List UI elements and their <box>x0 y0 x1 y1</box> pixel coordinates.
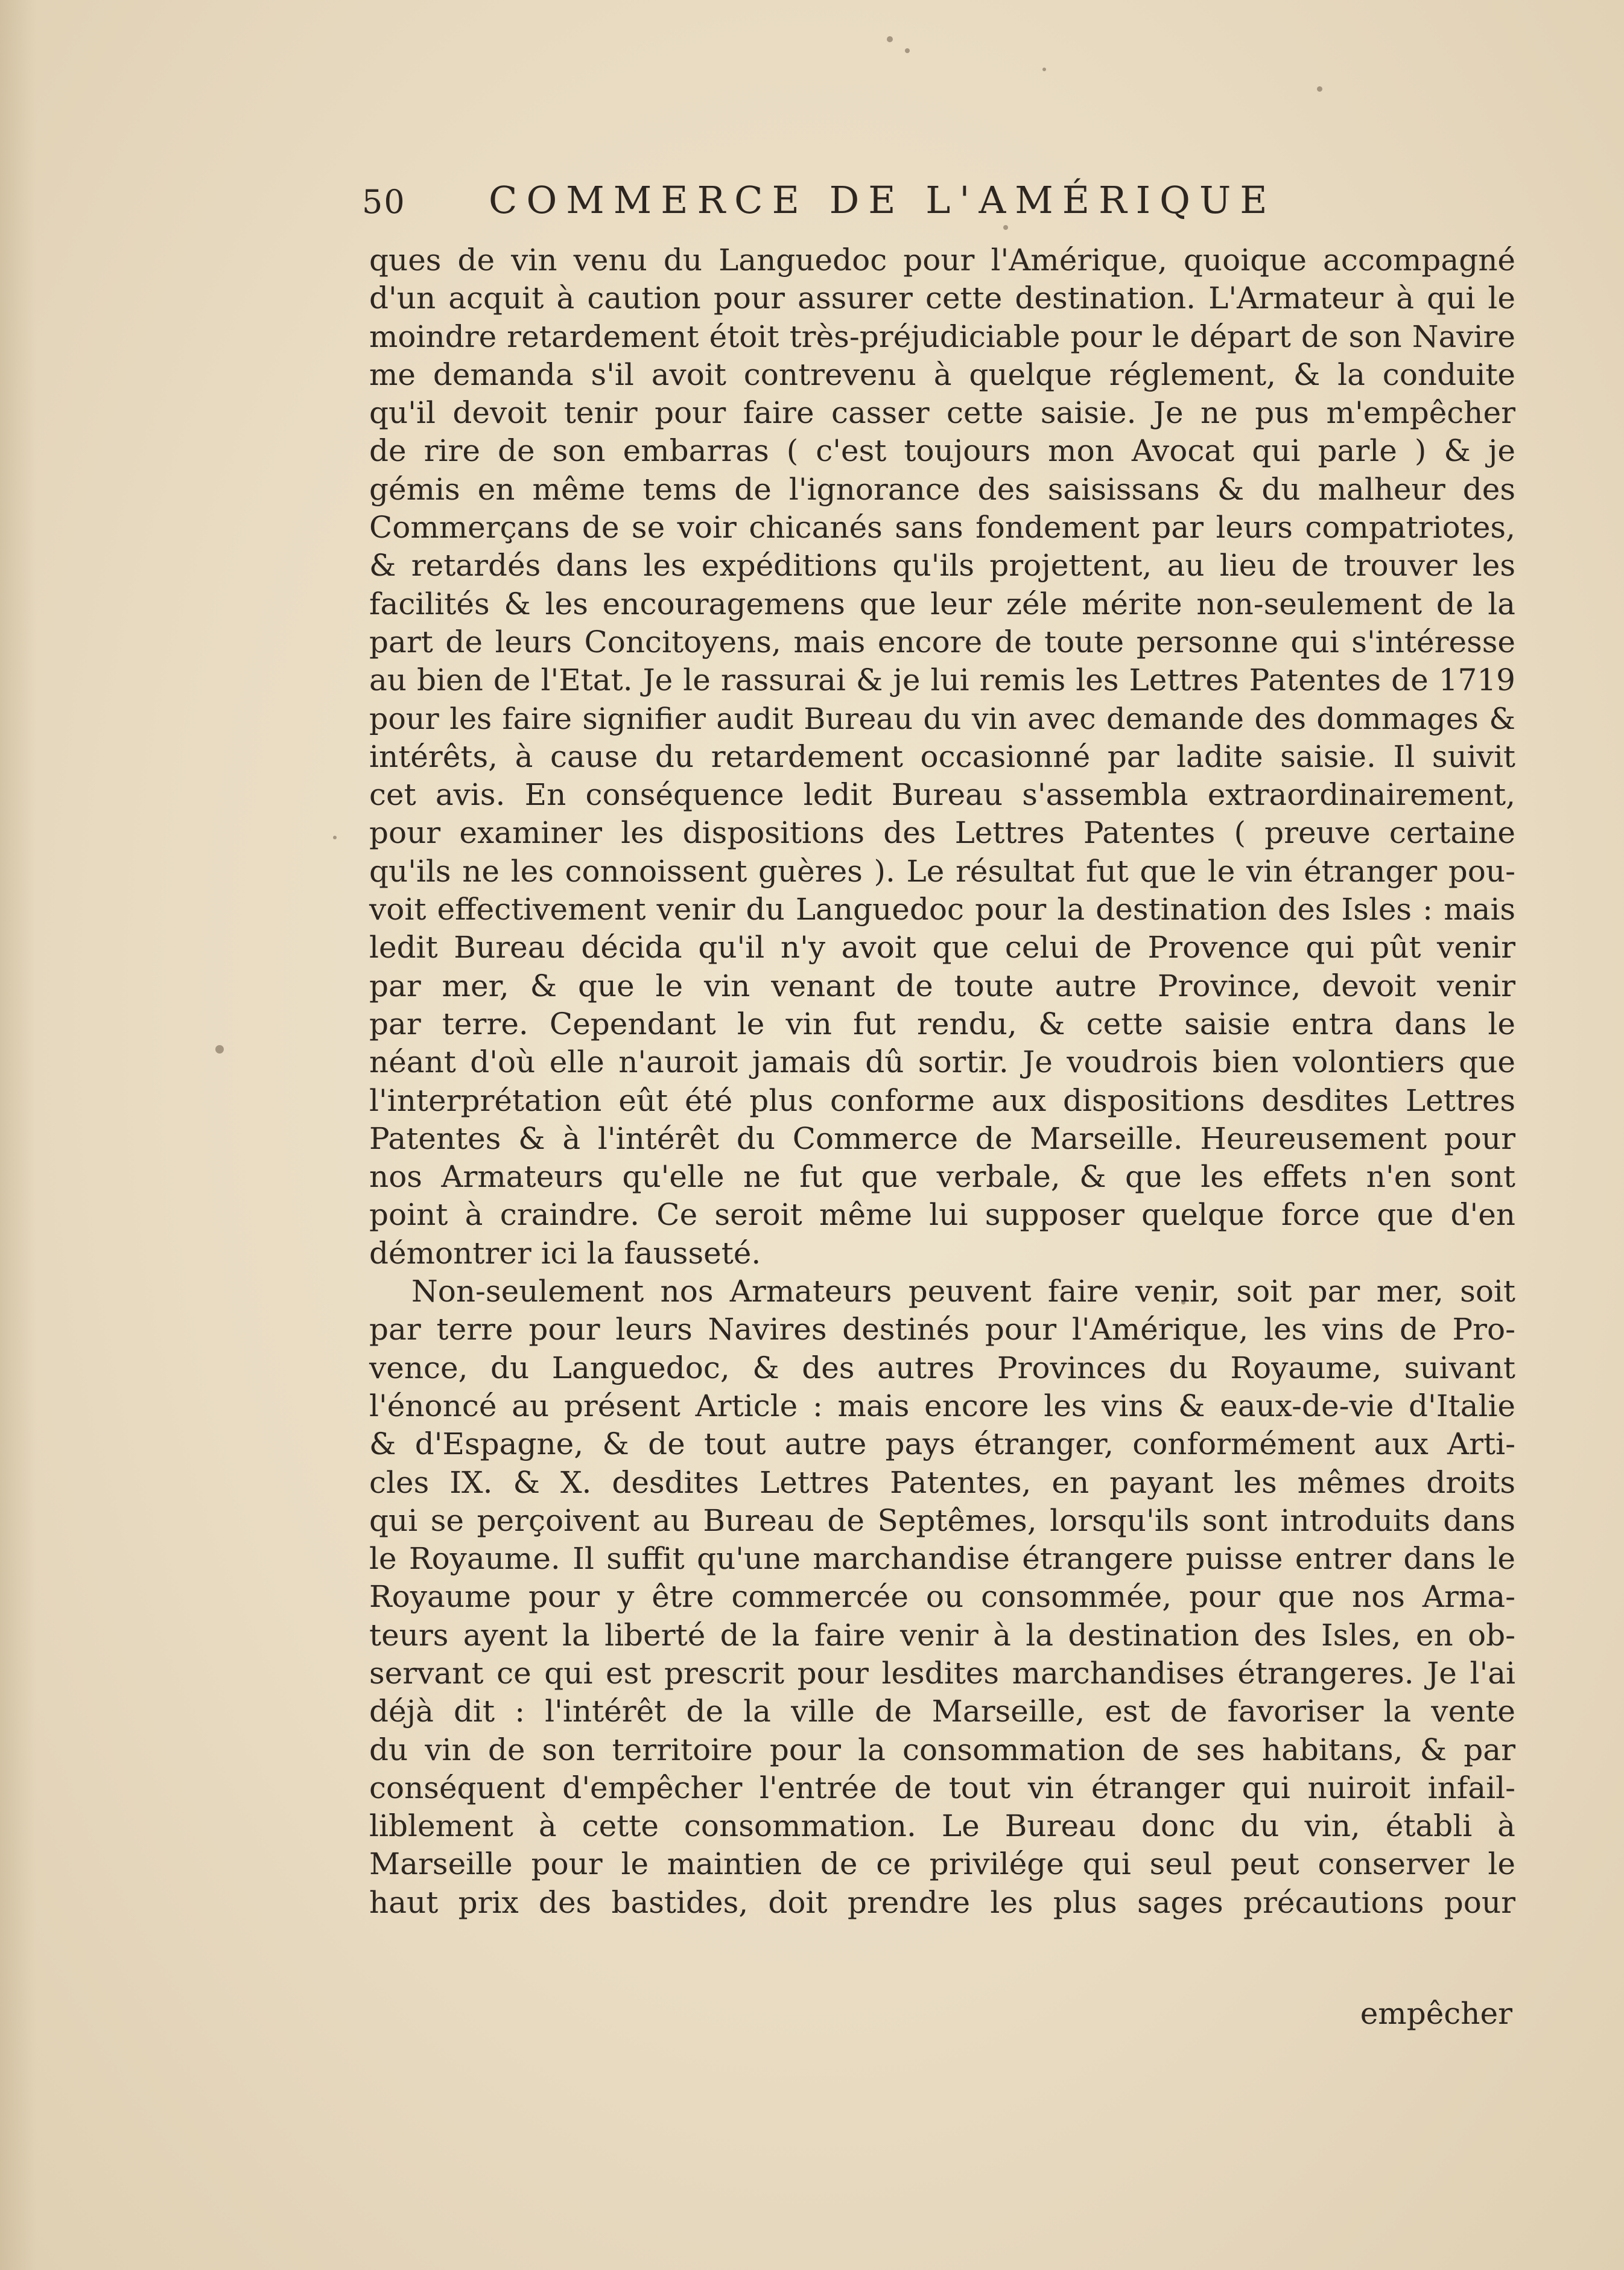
text-line: gémis en même tems de l'ignorance des saisissans & du malheur des <box>369 471 1515 507</box>
paragraph-end-line: démontrer ici la fausseté. <box>369 1235 761 1271</box>
page-shadow <box>0 0 36 2270</box>
text-line: néant d'où elle n'auroit jamais dû sortir. Je voudrois bien volontiers que <box>369 1044 1515 1080</box>
text-line: du vin de son territoire pour la consommation de ses habitans, & par <box>369 1732 1515 1767</box>
text-line: Marseille pour le maintien de ce privilége qui seul peut conserver le <box>369 1846 1515 1882</box>
text-line: part de leurs Concitoyens, mais encore de toute personne qui s'intéresse <box>369 624 1515 660</box>
text-line: Royaume pour y être commercée ou consommée, pour que nos Arma- <box>369 1579 1515 1615</box>
text-line: qu'ils ne les connoissent guères ). Le résultat fut que le vin étranger pou- <box>369 853 1515 889</box>
text-line: qui se perçoivent au Bureau de Septêmes, lorsqu'ils sont introduits dans <box>369 1502 1515 1538</box>
text-line: & d'Espagne, & de tout autre pays étranger, conformément aux Arti- <box>369 1426 1515 1462</box>
text-line: pour les faire signifier audit Bureau du vin avec demande des dommages & <box>369 701 1515 736</box>
page-header <box>362 178 1520 226</box>
text-line: d'un acquit à caution pour assurer cette destination. L'Armateur à qui le <box>369 281 1515 316</box>
text-line: de rire de son embarras ( c'est toujours mon Avocat qui parle ) & je <box>369 433 1515 469</box>
text-line: teurs ayent la liberté de la faire venir à la destination des Isles, en ob- <box>369 1617 1515 1653</box>
text-line: cet avis. En conséquence ledit Bureau s'assembla extraordinairement, <box>369 777 1515 813</box>
text-line: par mer, & que le vin venant de toute autre Province, devoit venir <box>369 968 1515 1003</box>
text-line: déjà dit : l'intérêt de la ville de Marseille, est de favoriser la vente <box>369 1694 1515 1729</box>
text-line: ques de vin venu du Languedoc pour l'Amérique, quoique accompagné <box>369 243 1515 278</box>
text-line: voit effectivement venir du Languedoc pour la destination des Isles : mais <box>369 892 1515 927</box>
text-line: servant ce qui est prescrit pour lesdites marchandises étrangeres. Je l'ai <box>369 1655 1515 1691</box>
body-text <box>369 241 1515 1922</box>
text-line: liblement à cette consommation. Le Bureau donc du vin, établi à <box>369 1808 1515 1844</box>
text-line: intérêts, à cause du retardement occasionné par ladite saisie. Il suivit <box>369 739 1515 774</box>
text-line: au bien de l'Etat. Je le rassurai & je lui remis les Lettres Patentes de 1719 <box>369 663 1515 698</box>
text-line: Patentes & à l'intérêt du Commerce de Marseille. Heureusement pour <box>369 1121 1515 1156</box>
paragraph-start-line: Non-seulement nos Armateurs peuvent faire venir, soit par mer, soit <box>411 1274 1515 1309</box>
text-line: par terre. Cependant le vin fut rendu, & cette saisie entra dans le <box>369 1006 1515 1041</box>
catchword: empêcher <box>1360 1996 1512 2031</box>
text-line: vence, du Languedoc, & des autres Provinces du Royaume, suivant <box>369 1350 1515 1385</box>
text-line: point à craindre. Ce seroit même lui supposer quelque force que d'en <box>369 1197 1515 1233</box>
text-line: me demanda s'il avoit contrevenu à quelque réglement, & la conduite <box>369 357 1515 392</box>
page-number: 50 <box>362 183 406 221</box>
text-line: moindre retardement étoit très-préjudiciable pour le départ de son Navire <box>369 319 1515 354</box>
text-line: l'énoncé au présent Article : mais encore les vins & eaux-de-vie d'Italie <box>369 1388 1515 1423</box>
running-head: COMMERCE DE L'AMÉRIQUE <box>489 178 1277 222</box>
text-line: qu'il devoit tenir pour faire casser cette saisie. Je ne pus m'empêcher <box>369 395 1515 431</box>
text-line: ledit Bureau décida qu'il n'y avoit que celui de Provence qui pût venir <box>369 930 1515 965</box>
text-line: pour examiner les dispositions des Lettres Patentes ( preuve certaine <box>369 815 1515 851</box>
text-line: nos Armateurs qu'elle ne fut que verbale, & que les effets n'en sont <box>369 1159 1515 1195</box>
text-line: conséquent d'empêcher l'entrée de tout vin étranger qui nuiroit infail- <box>369 1770 1515 1805</box>
catchword-area <box>369 1994 1512 2033</box>
text-line: facilités & les encouragemens que leur zéle mérite non-seulement de la <box>369 586 1515 622</box>
text-line: Commerçans de se voir chicanés sans fondement par leurs compatriotes, <box>369 510 1515 545</box>
text-line: & retardés dans les expéditions qu'ils projettent, au lieu de trouver les <box>369 548 1515 583</box>
text-line: le Royaume. Il suffit qu'une marchandise étrangere puisse entrer dans le <box>369 1541 1515 1577</box>
text-line: cles IX. & X. desdites Lettres Patentes, en payant les mêmes droits <box>369 1464 1515 1500</box>
text-line: haut prix des bastides, doit prendre les plus sages précautions pour <box>369 1884 1515 1920</box>
text-line: par terre pour leurs Navires destinés pour l'Amérique, les vins de Pro- <box>369 1312 1515 1347</box>
text-line: l'interprétation eût été plus conforme aux dispositions desdites Lettres <box>369 1083 1515 1118</box>
